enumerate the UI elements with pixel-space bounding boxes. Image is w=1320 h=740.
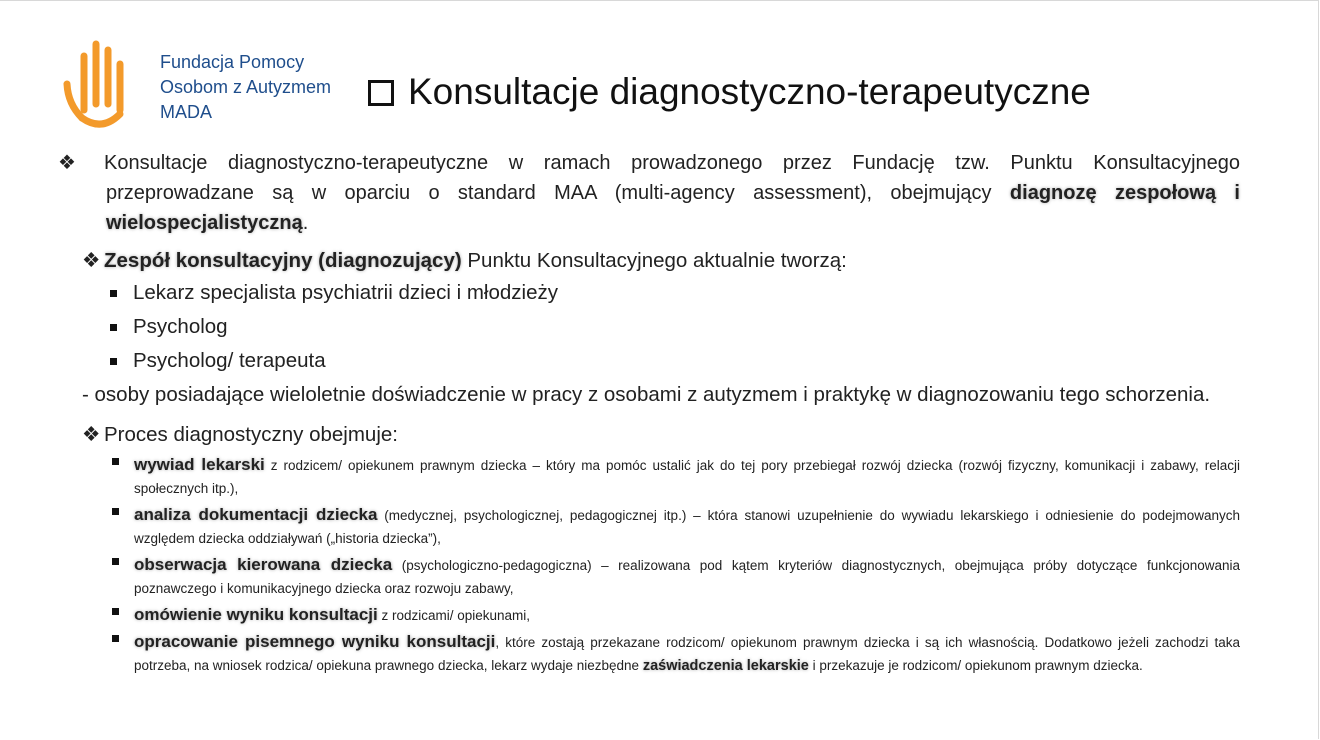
square-bullet-icon bbox=[110, 324, 117, 331]
process-item-text: (medycznej, psychologicznej, pedagogicznej itp.) – która stanowi uzupełnienie do wywiadu lekarskiego i odniesienie do podejmowanych względem dziecka oddziaływań („historia dziecka”), bbox=[134, 508, 1240, 546]
square-bullet-icon bbox=[110, 358, 117, 365]
logo-line-3: MADA bbox=[160, 102, 213, 122]
process-item bbox=[82, 630, 1240, 678]
p3-text: Proces diagnostyczny obejmuje: bbox=[104, 423, 398, 446]
process-item bbox=[82, 503, 1240, 550]
slide-content bbox=[58, 148, 1241, 678]
p1-text: Konsultacje diagnostyczno-terapeutyczne w ramach prowadzonego przez Fundację tzw. Punktu Konsultacyjnego przeprowadzane są w oparciu o standard MAA (multi-agency assessment), obejmujący bbox=[104, 152, 1240, 204]
process-item-keyword: obserwacja kierowana dziecka bbox=[134, 555, 393, 574]
p2-highlight: Zespół konsultacyjny (diagnozujący) bbox=[104, 249, 462, 272]
slide-title-text: Konsultacje diagnostyczno-terapeutyczne bbox=[408, 71, 1091, 112]
process-item-text-2: i przekazuje je rodzicom/ opiekunom prawnym dziecka. bbox=[808, 658, 1143, 673]
process-item-text: z rodzicem/ opiekunem prawnym dziecka – który ma pomóc ustalić jak do tej pory przebiegał rozwój dziecka (rozwój fizyczny, komunikacji i zabawy, relacji społecznych itp.), bbox=[134, 458, 1240, 496]
diamond-bullet-icon: ❖ bbox=[82, 249, 101, 272]
logo-text bbox=[160, 50, 331, 125]
hand-logo-icon bbox=[62, 40, 128, 130]
paragraph-team bbox=[82, 246, 1240, 276]
logo-line-1: Fundacja Pomocy bbox=[160, 52, 305, 72]
slide-title bbox=[368, 70, 1091, 114]
team-note: - osoby posiadające wieloletnie doświadczenie w pracy z osobami z autyzmem i praktykę w diagnozowaniu tego schorzenia. bbox=[82, 383, 1211, 406]
process-item-keyword: opracowanie pisemnego wyniku konsultacji bbox=[134, 632, 496, 651]
team-item bbox=[82, 310, 1240, 344]
diamond-bullet-icon: ❖ bbox=[58, 152, 76, 174]
square-bullet-icon bbox=[112, 508, 119, 515]
team-item-text: Psycholog/ terapeuta bbox=[133, 349, 326, 372]
team-item-text: Lekarz specjalista psychiatrii dzieci i młodzieży bbox=[133, 281, 558, 304]
logo bbox=[62, 38, 362, 130]
p2-text: Punktu Konsultacyjnego aktualnie tworzą: bbox=[461, 249, 847, 272]
team-item-text: Psycholog bbox=[133, 315, 228, 338]
square-bullet-icon bbox=[112, 608, 119, 615]
process-item bbox=[82, 603, 1240, 627]
process-item-keyword-2: zaświadczenia lekarskie bbox=[642, 658, 809, 674]
process-item-keyword: analiza dokumentacji dziecka bbox=[134, 505, 378, 524]
process-item-keyword: wywiad lekarski bbox=[134, 455, 265, 474]
process-item-keyword: omówienie wyniku konsultacji bbox=[134, 605, 378, 624]
process-item bbox=[82, 453, 1240, 500]
process-item-text: (psychologiczno-pedagogiczna) – realizowana pod kątem kryteriów diagnostycznych, obejmująca próby dotyczące funkcjonowania poznawczego i komunikacyjnego dziecka oraz rozwoju zabawy, bbox=[134, 558, 1241, 596]
checkbox-square-icon bbox=[368, 80, 394, 106]
logo-line-2: Osobom z Autyzmem bbox=[160, 77, 332, 97]
square-bullet-icon bbox=[112, 635, 119, 642]
team-item bbox=[82, 344, 1240, 378]
diamond-bullet-icon: ❖ bbox=[82, 423, 101, 446]
square-bullet-icon bbox=[112, 558, 119, 565]
square-bullet-icon bbox=[112, 458, 119, 465]
process-item-text: , które zostają przekazane rodzicom/ opiekunom prawnym dziecka i są ich własnością. Dodatkowo jeżeli zachodzi taka potrzeba, na wniosek rodzica/ opiekuna prawnego dziecka, lekarz wydaje niezbędne bbox=[134, 635, 1240, 673]
team-item bbox=[82, 276, 1240, 310]
process-item-text: z rodzicami/ opiekunami, bbox=[377, 608, 531, 623]
p1-highlight: diagnozę zespołową i wielospecjalistyczną bbox=[106, 182, 1240, 234]
p1-end: . bbox=[302, 212, 309, 234]
square-bullet-icon bbox=[110, 290, 117, 297]
paragraph-maa bbox=[58, 148, 1240, 238]
process-item bbox=[82, 553, 1240, 600]
paragraph-process bbox=[82, 420, 1240, 450]
